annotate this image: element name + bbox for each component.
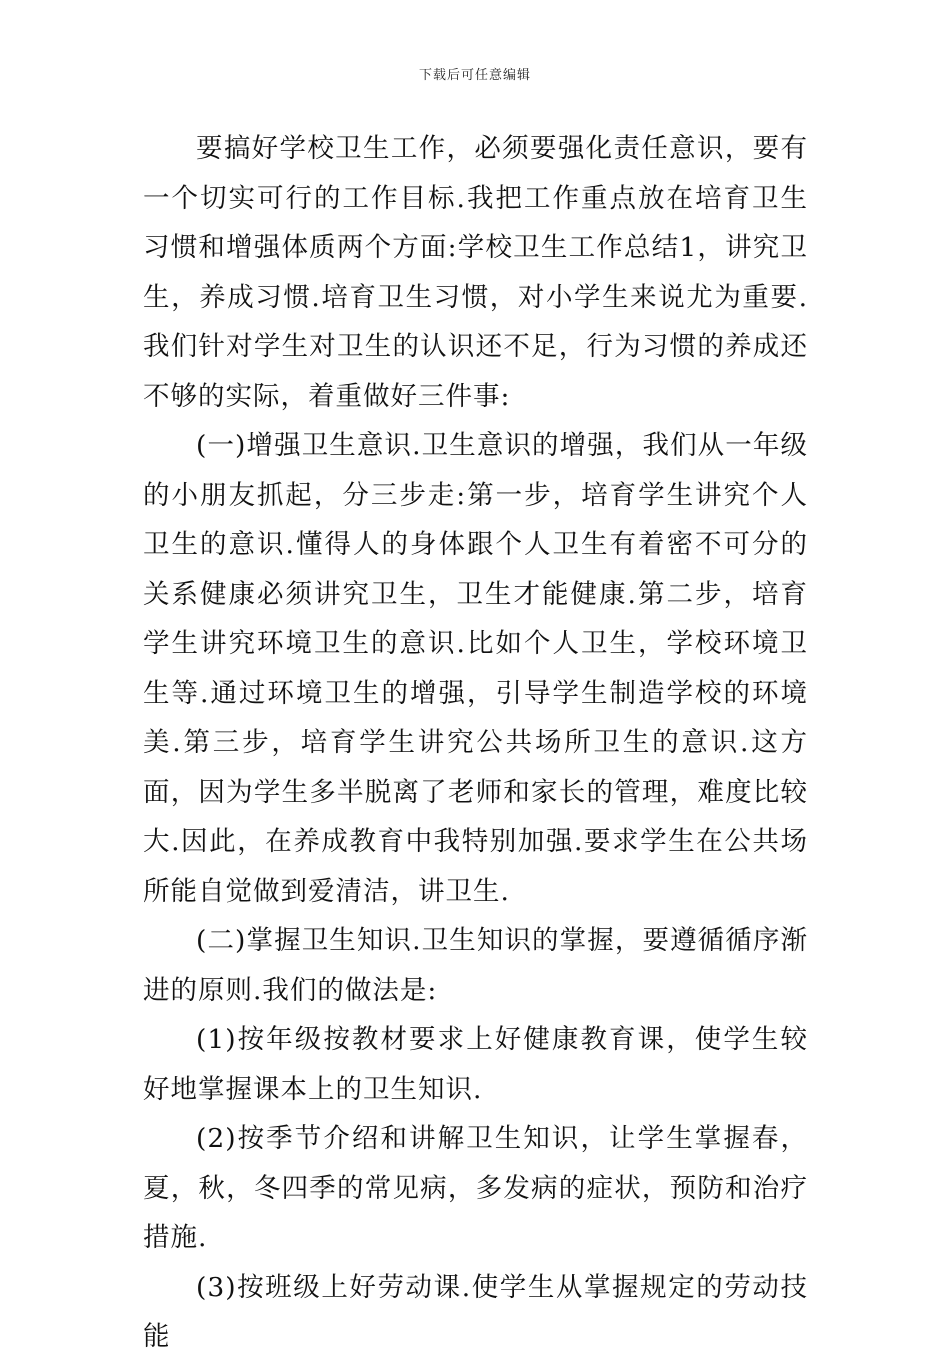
document-body: [143, 124, 808, 1362]
paragraph-item-1: (1)按年级按教材要求上好健康教育课，使学生较好地掌握课本上的卫生知识.: [143, 1024, 808, 1105]
paragraph-item-3: (3)按班级上好劳动课.使学生从掌握规定的劳动技能: [143, 1271, 808, 1352]
header-note: 下载后可任意编辑: [418, 68, 531, 83]
paragraph-hygiene-awareness: (一)增强卫生意识.卫生意识的增强，我们从一年级的小朋友抓起，分三步走:第一步，培育学生讲究个人卫生的意识.懂得人的身体跟个人卫生有着密不可分的关系健康必须讲究卫生，卫生才能健康.第二步，培育学生讲究环境卫生的意识.比如个人卫生，学校环境卫生等.通过环境卫生的增强，引导学生制造学校的环境美.第三步，培育学生讲究公共场所卫生的意识.这方面，因为学生多半脱离了老师和家长的管理，难度比较大.因此，在养成教育中我特别加强.要求学生在公共场所能自觉做到爱清洁，讲卫生.: [143, 430, 808, 907]
paragraph-intro: 要搞好学校卫生工作，必须要强化责任意识，要有一个切实可行的工作目标.我把工作重点放在培育卫生习惯和增强体质两个方面:学校卫生工作总结1，讲究卫生，养成习惯.培育卫生习惯，对小学生来说尤为重要.我们针对学生对卫生的认识还不足，行为习惯的养成还不够的实际，着重做好三件事:: [143, 133, 808, 412]
paragraph-hygiene-knowledge: (二)掌握卫生知识.卫生知识的掌握，要遵循循序渐进的原则.我们的做法是:: [143, 925, 808, 1006]
paragraph-item-2: (2)按季节介绍和讲解卫生知识，让学生掌握春，夏，秋，冬四季的常见病，多发病的症状，预防和治疗措施.: [143, 1123, 808, 1253]
